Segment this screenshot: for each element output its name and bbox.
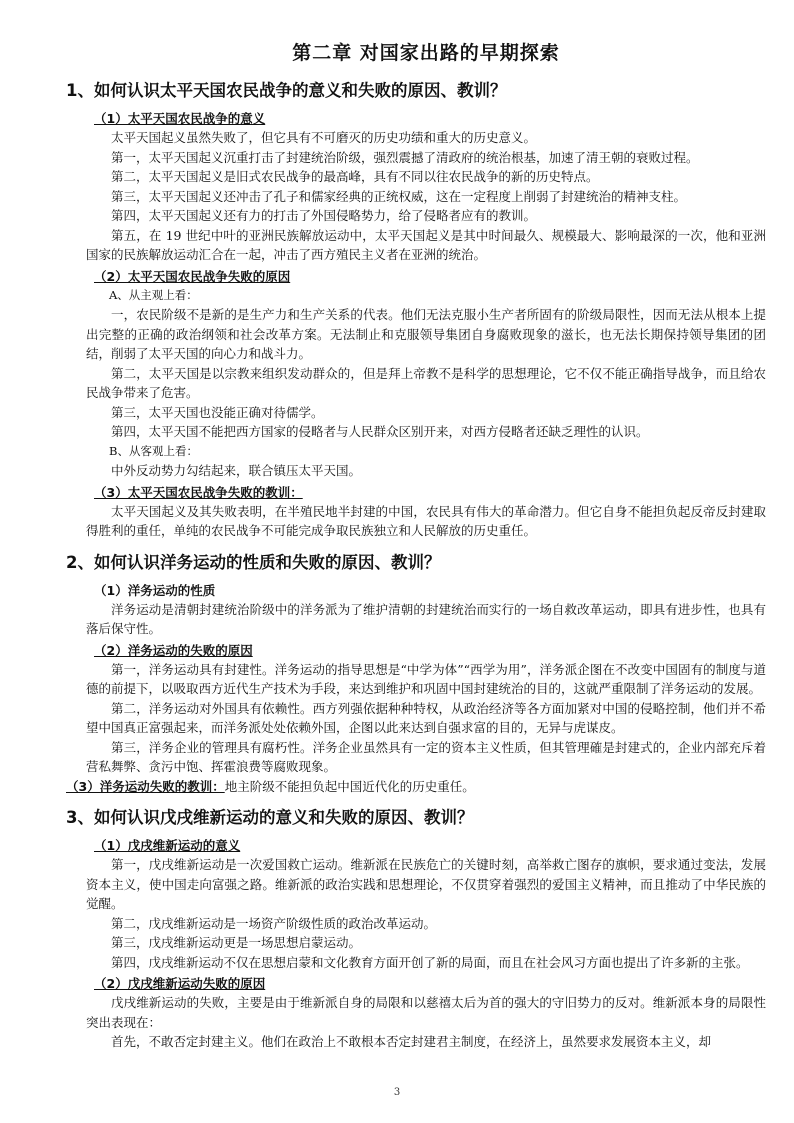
question-3-title: 3、如何认识戊戌维新运动的意义和失败的原因、教训？ [66,808,474,827]
question-2-title: 2、如何认识洋务运动的性质和失败的原因、教训？ [66,552,441,572]
q1-s1-paragraph: 第二，太平天国起义是旧式农民战争的最高峰，具有不同以往农民战争的新的历史特点。 [111,169,599,184]
q2-s2-paragraph: 第二，洋务运动对外国具有依赖性。西方列强依据种种特权，从政治经济等各方面加紧对中国的侵略控制，他们并不希望中国真正富强起来，而洋务派处处依赖外国，企图以此来达到自强求富的目的，无异与虎谋皮。 [86,700,766,735]
q3-s1-paragraph: 第二，戊戌维新运动是一场资产阶级性质的政治改革运动。 [111,915,437,931]
q1-s3-paragraph: 太平天国起义及其失败表明，在半殖民地半封建的中国，农民具有伟大的革命潜力。但它自身不能担负起反帝反封建取得胜利的重任，单纯的农民战争不可能完成争取民族独立和人民解放的历史重任。 [86,503,766,538]
q3-s2-paragraph: 首先，不敢否定封建主义。他们在政治上不敢根本否定封建君主制度，在经济上，虽然要求发展资本主义，却 [111,1034,712,1049]
q1-s2-paragraph: 第四，太平天国不能把西方国家的侵略者与人民群众区别开来，对西方侵略者还缺乏理性的认识。 [111,424,649,439]
q1-s1-paragraph: 第四，太平天国起义还有力的打击了外国侵略势力，给了侵略者应有的教训。 [111,208,537,223]
q2-section-2-heading: （2）洋务运动的失败的原因 [94,642,253,658]
q1-s1-paragraph: 第三，太平天国起义还冲击了孔子和儒家经典的正统权威，这在一定程度上削弱了封建统治的精神支柱。 [111,188,687,204]
q3-s1-paragraph: 第一，戊戌维新运动是一次爱国救亡运动。维新派在民族危亡的关键时刻，高举救亡图存的旗帜，要求通过变法，发展资本主义，使中国走向富强之路。维新派的政治实践和思想理论，不仅贯穿着强烈的爱国主义精神，而且推动了中华民族的觉醒。 [86,857,766,911]
q1-s2-subheading: B、从客观上看： [109,443,198,458]
page-number: 3 [393,1087,401,1098]
q2-s2-paragraph: 第一，洋务运动具有封建性。洋务运动的指导思想是“中学为体”“西学为用”，洋务派企图在不改变中国固有的制度与道德的前提下，以吸取西方近代生产技术为手段，来达到维护和巩固中国封建统治的目的，这就严重限制了洋务运动的发展。 [86,661,766,696]
q3-section-2-heading: （2）戊戌维新运动失败的原因 [94,976,266,991]
q1-s2-paragraph: 第三，太平天国也没能正确对待儒学。 [111,404,324,420]
q2-s1-paragraph: 洋务运动是清朝封建统治阶级中的洋务派为了维护清朝的封建统治而实行的一场自救改革运动，即具有进步性，也具有落后保守性。 [86,601,766,636]
q2-lesson-text: 地主阶级不能担负起中国近代化的历史重任。 [224,778,475,794]
q3-s2-paragraph: 戊戌维新运动的失败，主要是由于维新派自身的局限和以慈禧太后为首的强大的守旧势力的反对。维新派本身的局限性突出表现在： [86,995,766,1030]
q3-section-1-heading: （1）戊戌维新运动的意义 [94,838,241,853]
document-page [66,38,766,1052]
q2-section-1-heading: （1）洋务运动的性质 [94,582,216,598]
chapter-title: 第二章 对国家出路的早期探索 [292,42,560,64]
q2-lesson [66,777,766,797]
q1-s2-subheading: A、从主观上看： [109,287,198,302]
q1-section-2-heading: （2）太平天国农民战争失败的原因 [94,268,291,284]
q3-s1-paragraph: 第三，戊戌维新运动更是一场思想启蒙运动。 [111,935,362,950]
q3-s1-paragraph: 第四，戊戌维新运动不仅在思想启蒙和文化教育方面开创了新的局面，而且在社会风习方面也提出了许多新的主张。 [111,954,749,970]
q1-section-1-heading: （1）太平天国农民战争的意义 [94,111,266,126]
q1-s2-paragraph: 第二，太平天国是以宗教来组织发动群众的，但是拜上帝教不是科学的思想理论，它不仅不能正确指导战争，而且给农民战争带来了危害。 [86,365,766,400]
q2-section-3-heading: （3）洋务运动失败的教训： [66,778,225,794]
q1-s1-paragraph: 第五，在 19 世纪中叶的亚洲民族解放运动中，太平天国起义是其中时间最久、规模最大、影响最深的一次，他和亚洲国家的民族解放运动汇合在一起，冲击了西方殖民主义者在亚洲的统治。 [86,227,766,262]
q1-s2-paragraph: 一，农民阶级不是新的是生产力和生产关系的代表。他们无法克服小生产者所固有的阶级局限性，因而无法从根本上提出完整的正确的政治纲领和社会改革方案。无法制止和克服领导集团自身腐败现象的滋长，也无法长期保持领导集团的团结，削弱了太平天国的向心力和战斗力。 [86,307,766,361]
q2-s2-paragraph: 第三，洋务企业的管理具有腐朽性。洋务企业虽然具有一定的资本主义性质，但其管理確是封建式的，企业内部充斥着营私舞弊、贪污中饱、挥霍浪费等腐败现象。 [86,739,766,774]
question-1-title: 1、如何认识太平天国农民战争的意义和失败的原因、教训？ [66,81,507,100]
q1-s2-paragraph: 中外反动势力勾结起来，联合镇压太平天国。 [111,463,362,478]
q1-section-3-heading: （3）太平天国农民战争失败的教训： [94,484,303,500]
q1-s1-paragraph: 第一，太平天国起义沉重打击了封建统治阶级，强烈震撼了清政府的统治根基，加速了清王朝的衰败过程。 [111,149,699,165]
q1-s1-paragraph: 太平天国起义虽然失败了，但它具有不可磨灭的历史功绩和重大的历史意义。 [111,130,537,145]
